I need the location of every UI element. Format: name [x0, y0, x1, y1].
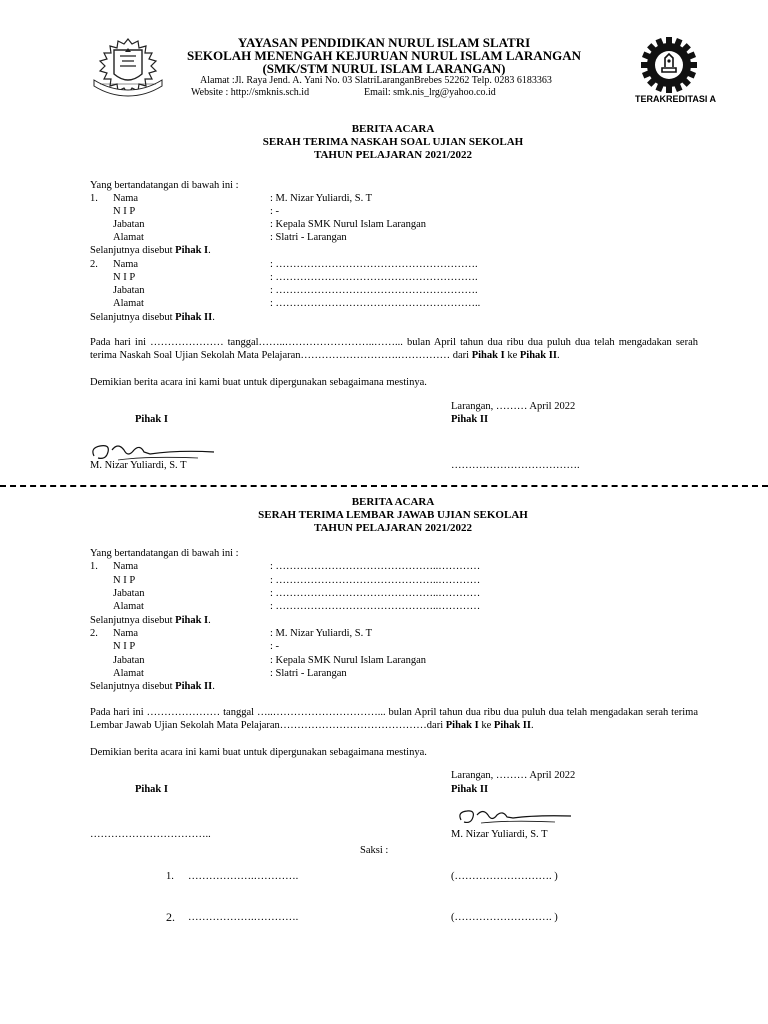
field-value-jabatan: : Kepala SMK Nurul Islam Larangan	[270, 655, 426, 666]
field-value-alamat: : Slatri - Larangan	[270, 668, 347, 679]
doc2-subtitle: SERAH TERIMA LEMBAR JAWAB UJIAN SEKOLAH	[258, 509, 528, 521]
field-value-nip: : -	[270, 206, 280, 217]
school-address: Alamat :Jl. Raya Jend. A. Yani No. 03 SlatriLaranganBrebes 52262 Telp. 0283 6183363	[200, 75, 552, 86]
witness-number: 2.	[166, 910, 175, 924]
field-label-nip: N I P	[113, 272, 136, 283]
witness-signature-line: ……………….………….	[188, 871, 299, 882]
doc2-party2-designation: Selanjutnya disebut Pihak II.	[90, 681, 215, 692]
field-label-nama: Nama	[113, 193, 139, 204]
field-label-jabatan: Jabatan	[113, 588, 145, 599]
doc1-party1-designation: Selanjutnya disebut Pihak I.	[90, 245, 211, 256]
field-value-nama: : M. Nizar Yuliardi, S. T	[270, 628, 373, 639]
cut-divider	[0, 485, 768, 487]
field-value-alamat: : ………………………………………..…………	[270, 601, 481, 612]
party-number: 2.	[90, 259, 98, 270]
witness-signature-line: ……………….………….	[188, 912, 299, 923]
signature-image	[455, 806, 575, 828]
field-value-jabatan: : ………………………………………………….	[270, 285, 478, 296]
doc2-sig-left-name: ……………………………..	[90, 829, 211, 840]
field-value-nip: : ………………………………………..…………	[270, 575, 481, 586]
school-short-name: (SMK/STM NURUL ISLAM LARANGAN)	[262, 61, 506, 76]
foundation-name: YAYASAN PENDIDIKAN NURUL ISLAM SLATRI	[237, 35, 531, 50]
school-website: Website : http://smknis.sch.id	[191, 87, 310, 98]
field-label-nip: N I P	[113, 206, 136, 217]
field-value-nama: : M. Nizar Yuliardi, S. T	[270, 193, 373, 204]
doc1-sig-left-title: Pihak I	[135, 414, 168, 425]
field-label-nip: N I P	[113, 575, 136, 586]
doc2-sig-right-name: M. Nizar Yuliardi, S. T	[451, 829, 548, 840]
doc2-title: BERITA ACARA	[351, 496, 435, 508]
doc1-year: TAHUN PELAJARAN 2021/2022	[313, 149, 473, 161]
field-label-jabatan: Jabatan	[113, 285, 145, 296]
doc1-place-date: Larangan, ……… April 2022	[451, 401, 576, 412]
doc1-title: BERITA ACARA	[351, 123, 435, 135]
doc2-body-paragraph: Pada hari ini ………………… tanggal …..…………………………... bulan April tahun dua ribu dua puluh dua telah mengadakan serah terima Lembar Jawab Ujian Sekolah Mata Pelajaran……………………………………dari Pihak I ke Pihak II.	[90, 707, 698, 732]
doc1-sig-left-name: M. Nizar Yuliardi, S. T	[90, 460, 187, 471]
field-value-jabatan: : ………………………………………..…………	[270, 588, 481, 599]
doc1-intro: Yang bertandatangan di bawah ini :	[90, 180, 239, 191]
party-number: 1.	[90, 193, 98, 204]
party-number: 2.	[90, 628, 98, 639]
school-gear-logo	[640, 36, 698, 94]
field-value-nama: : ………………………………………..…………	[270, 561, 481, 572]
doc1-party2-designation: Selanjutnya disebut Pihak II.	[90, 312, 215, 323]
witness-number: 1.	[166, 871, 174, 882]
doc2-year: TAHUN PELAJARAN 2021/2022	[313, 522, 473, 534]
field-value-alamat: : Slatri - Larangan	[270, 232, 347, 243]
field-label-jabatan: Jabatan	[113, 219, 145, 230]
doc2-party1-designation: Selanjutnya disebut Pihak I.	[90, 615, 211, 626]
field-value-nama: : ………………………………………………….	[270, 259, 478, 270]
doc2-place-date: Larangan, ……… April 2022	[451, 770, 576, 781]
witness-heading: Saksi :	[360, 845, 389, 856]
doc2-intro: Yang bertandatangan di bawah ini :	[90, 548, 239, 559]
doc1-body-paragraph: Pada hari ini ………………… tanggal……..……………………..……... bulan April tahun dua ribu dua puluh dua telah mengadakan serah terima Naskah Soal Ujian Sekolah Mata Pelajaran……………………….…………… dari Pihak I ke Pihak II.	[90, 337, 698, 362]
doc2-closing: Demikian berita acara ini kami buat untuk dipergunakan sebagaimana mestinya.	[90, 747, 427, 758]
doc1-sig-right-title: Pihak II	[451, 414, 489, 425]
doc2-sig-left-title: Pihak I	[135, 784, 168, 795]
field-label-nama: Nama	[113, 561, 139, 572]
witness-name-line: (………………………. )	[451, 912, 558, 923]
field-label-jabatan: Jabatan	[113, 655, 145, 666]
field-label-alamat: Alamat	[113, 232, 144, 243]
doc1-closing: Demikian berita acara ini kami buat untuk dipergunakan sebagaimana mestinya.	[90, 377, 427, 388]
field-value-nip: : -	[270, 641, 280, 652]
field-label-alamat: Alamat	[113, 668, 144, 679]
school-email: Email: smk.nis_lrg@yahoo.co.id	[364, 87, 496, 98]
field-value-jabatan: : Kepala SMK Nurul Islam Larangan	[270, 219, 426, 230]
school-name: SEKOLAH MENENGAH KEJURUAN NURUL ISLAM LARANGAN	[186, 48, 581, 63]
field-label-nama: Nama	[113, 628, 139, 639]
doc1-sig-right-name: ……………………………….	[451, 460, 580, 471]
field-value-alamat: : …………………………………………………..	[270, 298, 481, 309]
field-label-nip: N I P	[113, 641, 136, 652]
field-label-alamat: Alamat	[113, 601, 144, 612]
doc1-subtitle: SERAH TERIMA NASKAH SOAL UJIAN SEKOLAH	[262, 136, 524, 148]
field-value-nip: : ………………………………………………….	[270, 272, 478, 283]
field-label-nama: Nama	[113, 259, 139, 270]
party-number: 1.	[90, 561, 98, 572]
witness-name-line: (………………………. )	[451, 871, 558, 882]
doc2-sig-right-title: Pihak II	[451, 784, 489, 795]
field-label-alamat: Alamat	[113, 298, 144, 309]
accreditation-label: TERAKREDITASI A	[635, 94, 716, 104]
